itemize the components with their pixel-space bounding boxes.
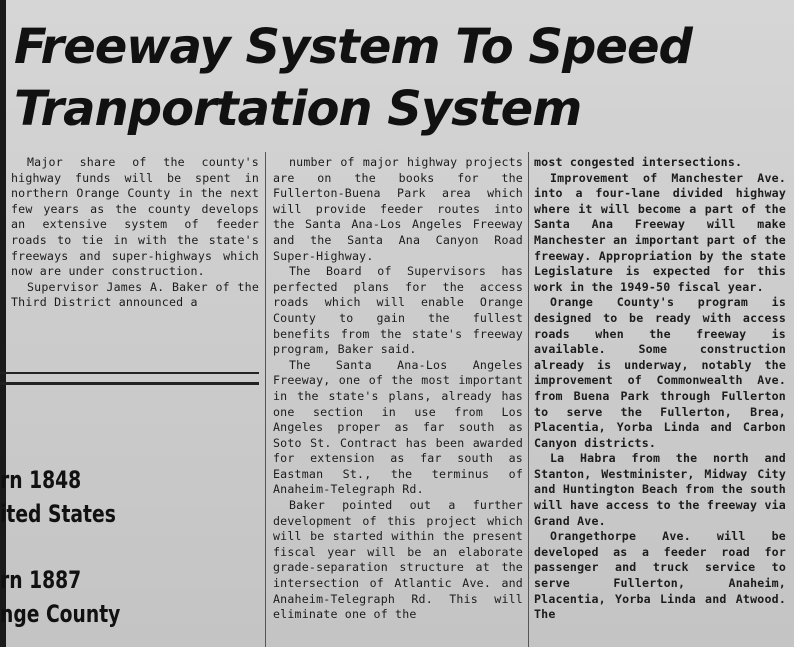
article-column-2 [273,155,523,623]
paragraph: Improvement of Manchester Ave. into a four-lane divided highway where it will become a part of the Santa Ana Freeway will make Manchester an important part of the freeway. Appropriation by the state Legislature is expected for this work in the 1949-50 fiscal year. [534,170,786,294]
advertisement-box [0,390,259,647]
headline-line-2: Tranportation System [14,81,582,137]
headline-line-1: Freeway System To Speed [14,19,692,75]
paragraph: The Santa Ana-Los Angeles Freeway, one of the most important in the state's plans, already has one section in use from Los Angeles proper as far south as Soto St. Contract has been awarded for extension as far south as Eastman St., the terminus of Anaheim-Telegraph Rd. [273,357,523,497]
column-rule [528,152,529,647]
paragraph: most congested intersections. [534,155,743,169]
paragraph: Major share of the county's highway funds will be spent in northern Orange County in the next few years as the county develops an extensive system of feeder roads to tie in with the state's freeways and super-highways which now are under construction. [11,155,259,279]
paragraph: Supervisor James A. Baker of the Third District announced a [11,279,259,310]
column-rule [265,152,266,647]
paragraph: Orange County's program is designed to be ready with access roads when the freeway is available. Some construction already is underway, notably the improvement of Commonwealth Ave. from Buena Park through Fullerton to serve the Fullerton, Brea, Placentia, Yorba Linda and Carbon Canyon districts. [534,295,786,450]
paragraph: number of major highway projects are on the books for the Fullerton-Buena Park area which will provide feeder routes into the Santa Ana-Los Angeles Freeway and the Santa Ana Canyon Road Super-Highway. [273,155,523,263]
paragraph: La Habra from the north and Stanton, Westminister, Midway City and Huntington Beach from the south will have access to the freeway via Grand Ave. [534,451,786,528]
paragraph: Orangethorpe Ave. will be developed as a feeder road for passenger and truck service to serve Fullerton, Anaheim, Placentia, Yorba Linda and Atwood. The [534,529,786,622]
ad-line-2: ited States [0,500,116,528]
article-column-1 [11,155,259,311]
paragraph: The Board of Supervisors has perfected plans for the access roads which will enable Orange County to gain the fullest benefits from the state's freeway program, Baker said. [273,264,523,357]
paragraph: Baker pointed out a further development of this project which will be started within the present fiscal year will be an elaborate grade-separation structure at the intersection of Atlantic Ave. and Anaheim-Telegraph Rd. This will eliminate one of the [273,498,523,622]
horizontal-rule [0,372,259,374]
ad-line-4: nge County [0,600,121,628]
ad-line-3: rn 1887 [0,566,82,594]
horizontal-rule [0,382,259,385]
article-headline [14,16,784,140]
article-column-3 [534,155,786,623]
ad-line-1: rn 1848 [0,466,82,494]
